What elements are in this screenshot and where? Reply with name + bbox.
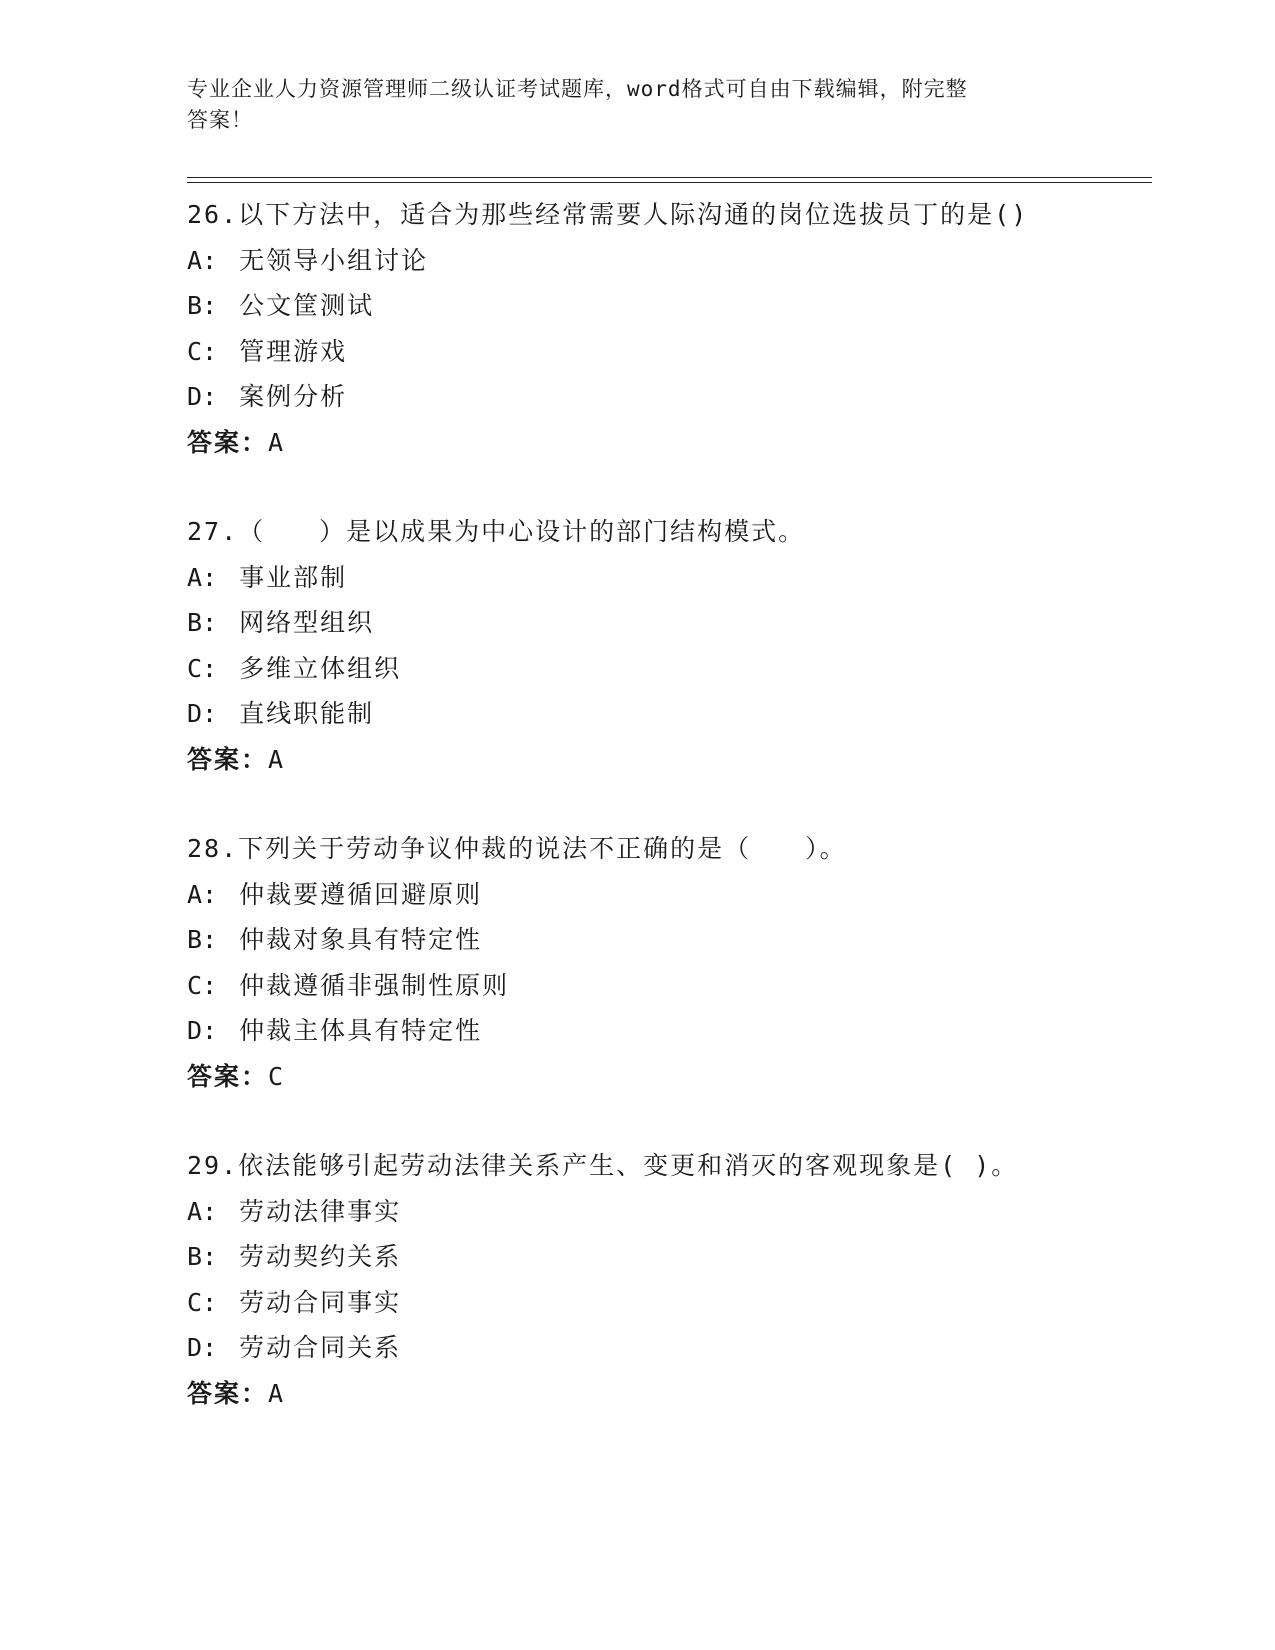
question-26 [187, 192, 1152, 465]
option-a [187, 1189, 1152, 1235]
option-text: 仲裁要遵循回避原则 [239, 879, 483, 909]
option-c [187, 1280, 1152, 1326]
option-text: 仲裁主体具有特定性 [239, 1016, 483, 1045]
option-letter: D: [187, 382, 218, 411]
option-letter: D: [187, 1333, 218, 1362]
answer-label: 答案： [187, 1378, 269, 1408]
question-28 [187, 826, 1152, 1099]
answer-label: 答案： [187, 427, 269, 457]
answer-line [187, 420, 1152, 466]
option-text: 案例分析 [239, 382, 348, 411]
option-text: 无领导小组讨论 [239, 245, 429, 275]
answer-line [187, 737, 1152, 783]
question-list [187, 192, 1152, 1460]
option-d [187, 1325, 1152, 1371]
question-29 [187, 1143, 1152, 1416]
option-letter: B: [187, 291, 218, 320]
question-stem: 29.依法能够引起劳动法律关系产生、变更和消灭的客观现象是( )。 [187, 1151, 1019, 1180]
option-letter: C: [187, 336, 218, 366]
answer-label: 答案： [187, 1061, 269, 1091]
question-stem: 27.（ ）是以成果为中心设计的部门结构模式。 [187, 517, 806, 546]
answer-value: A [268, 744, 285, 774]
option-a [187, 555, 1152, 601]
option-letter: C: [187, 1287, 218, 1317]
option-letter: A: [187, 879, 218, 909]
option-letter: B: [187, 608, 218, 637]
option-d [187, 374, 1152, 420]
question-27 [187, 509, 1152, 782]
option-letter: B: [187, 1242, 218, 1271]
option-text: 仲裁对象具有特定性 [239, 925, 483, 954]
option-c [187, 329, 1152, 375]
option-text: 事业部制 [239, 562, 348, 592]
question-stem: 28.下列关于劳动争议仲裁的说法不正确的是（ ）。 [187, 834, 847, 863]
answer-value: A [268, 1378, 285, 1408]
answer-line [187, 1371, 1152, 1417]
answer-value: A [268, 427, 285, 457]
option-letter: D: [187, 1016, 218, 1045]
option-b [187, 1234, 1152, 1280]
option-text: 网络型组织 [239, 608, 375, 637]
answer-value: C [268, 1061, 285, 1091]
header-line-1: 专业企业人力资源管理师二级认证考试题库，word格式可自由下载编辑，附完整 [187, 77, 968, 101]
option-a [187, 238, 1152, 284]
option-d [187, 1008, 1152, 1054]
option-text: 多维立体组织 [239, 653, 402, 683]
option-letter: C: [187, 653, 218, 683]
option-text: 直线职能制 [239, 699, 375, 728]
option-letter: B: [187, 925, 218, 954]
option-letter: C: [187, 970, 218, 1000]
answer-label: 答案： [187, 744, 269, 774]
answer-line [187, 1054, 1152, 1100]
option-c [187, 646, 1152, 692]
option-letter: D: [187, 699, 218, 728]
option-b [187, 600, 1152, 646]
option-a [187, 872, 1152, 918]
option-text: 管理游戏 [239, 336, 348, 366]
option-letter: A: [187, 1196, 218, 1226]
option-b [187, 917, 1152, 963]
option-text: 劳动契约关系 [239, 1242, 402, 1271]
option-text: 劳动合同关系 [239, 1333, 402, 1362]
option-text: 仲裁遵循非强制性原则 [239, 970, 510, 1000]
header-divider-top [187, 177, 1152, 178]
option-text: 劳动法律事实 [239, 1196, 402, 1226]
option-b [187, 283, 1152, 329]
header-divider-bottom [187, 182, 1152, 183]
option-text: 劳动合同事实 [239, 1287, 402, 1317]
option-text: 公文筐测试 [239, 291, 375, 320]
option-d [187, 691, 1152, 737]
option-c [187, 963, 1152, 1009]
question-stem: 26.以下方法中，适合为那些经常需要人际沟通的岗位选拔员丁的是() [187, 200, 1029, 229]
option-letter: A: [187, 245, 218, 275]
header-line-2: 答案！ [187, 108, 253, 132]
option-letter: A: [187, 562, 218, 592]
document-header [187, 74, 1087, 136]
